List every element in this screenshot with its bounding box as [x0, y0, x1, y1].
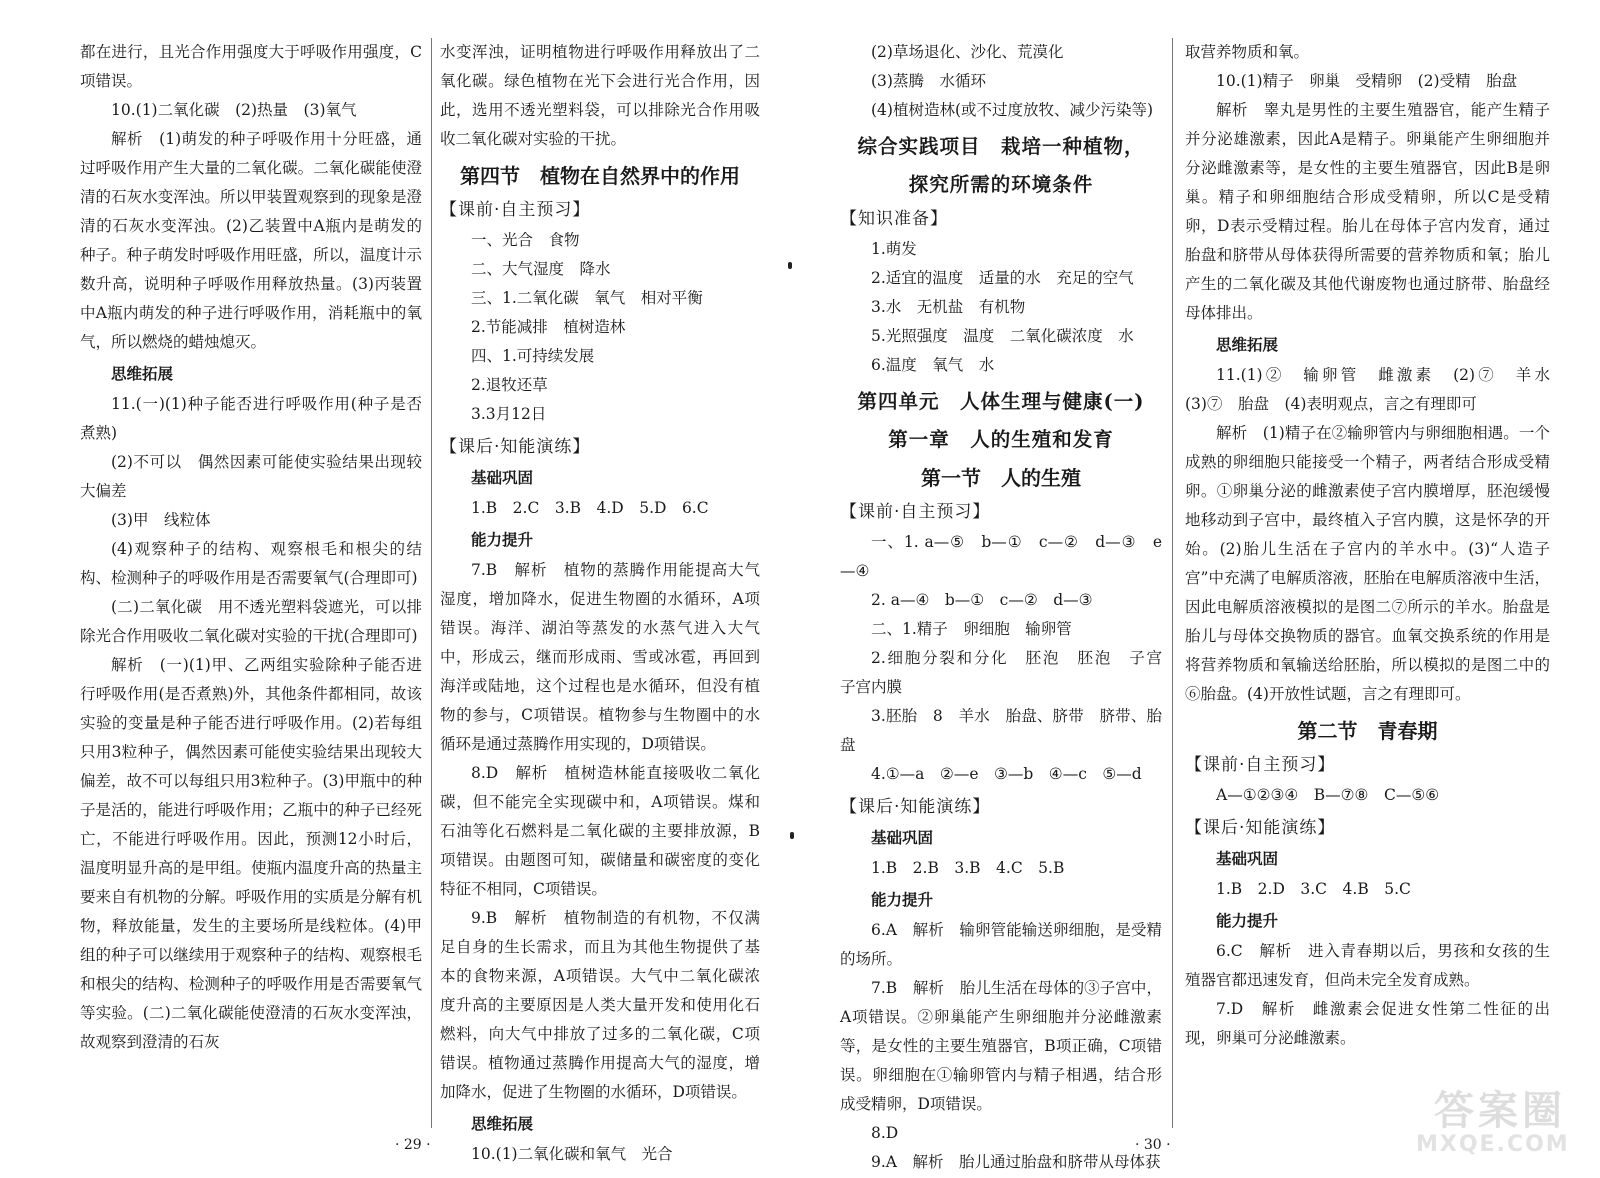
answer-line: 三、1.二氧化碳 氧气 相对平衡	[471, 289, 703, 307]
section-heading: 基础巩固	[471, 468, 534, 487]
answer-line: 3.水 无机盐 有机物	[871, 298, 1026, 316]
analysis-paragraph: 解析 (一)(1)甲、乙两组实验除种子能否进行呼吸作用(是否煮熟)外，其他条件都相同，故该实验的变量是种子能否进行呼吸作用。(2)若每组只用3粒种子，偶然因素可能使实验结果出现较大偏差，故不可以每组只用3粒种子。(3)甲瓶中的种子是活的，能进行呼吸作用；乙瓶中的种子已经死亡，不能进行呼吸作用。因此，预测12小时后，温度明显升高的是甲组。使瓶内温度升高的热量主要来自有机物的分解。呼吸作用的实质是分解有机物，释放能量，发生的主要场所是线粒体。(4)甲组的种子可以继续用于观察种子的结构、观察根毛和根尖的结构、检测种子的呼吸作用是否需要氧气等实验。(二)二氧化碳能使澄清的石灰水变浑浊，故观察到澄清的石灰	[80, 656, 422, 1051]
analysis-paragraph: 6.A 解析 输卵管能输送卵细胞，是受精的场所。	[840, 921, 1162, 968]
page-number-left: · 29 ·	[395, 1137, 431, 1153]
answer-line: (4)植树造林(或不过度放牧、减少污染等)	[871, 101, 1154, 119]
section-heading: 基础巩固	[1216, 849, 1279, 868]
answer-line: 10.(1)二氧化碳和氧气 光合	[471, 1145, 673, 1163]
answer-line: 1.B 2.C 3.B 4.D 5.D 6.C	[471, 499, 709, 517]
answer-line: 1.B 2.D 3.C 4.B 5.C	[1216, 880, 1411, 898]
bracket-heading: 【课前·自主预习】	[1185, 755, 1336, 775]
bracket-heading: 【知识准备】	[840, 209, 948, 229]
answer-line: (2)草场退化、沙化、荒漠化	[871, 43, 1064, 61]
section-heading: 思维拓展	[111, 364, 174, 383]
answer-line: (二)二氧化碳 用不透光塑料袋遮光，可以排除光合作用吸收二氧化碳对实验的干扰(合理即可)	[80, 598, 422, 645]
answer-line: (2)不可以 偶然因素可能使实验结果出现较大偏差	[80, 453, 422, 500]
analysis-paragraph: 6.C 解析 进入青春期以后，男孩和女孩的生殖器官都迅速发育，但尚未完全发育成熟。	[1185, 942, 1550, 989]
answer-line: 2.适宜的温度 适量的水 充足的空气	[871, 269, 1134, 287]
answer-line: 二、1.精子 卵细胞 输卵管	[871, 620, 1072, 638]
analysis-paragraph: 7.B 解析 胎儿生活在母体的③子宫中，A项错误。②卵巢能产生卵细胞并分泌雌激素等，是女性的主要生殖器官，B项正确，C项错误。卵细胞在①输卵管内与精子相遇，结合形成受精卵，D项错误。	[840, 979, 1162, 1113]
column-divider-right	[1172, 38, 1173, 1128]
section-heading: 能力提升	[871, 890, 934, 909]
answer-line: (3)蒸腾 水循环	[871, 72, 986, 90]
bracket-heading: 【课前·自主预习】	[840, 502, 991, 522]
answer-line: 3.胚胎 8 羊水 胎盘、脐带 脐带、胎盘	[840, 707, 1162, 754]
answer-line: (4)观察种子的结构、观察根毛和根尖的结构、检测种子的呼吸作用是否需要氧气(合理即可)	[80, 540, 422, 587]
answer-line: 10.(1)二氧化碳 (2)热量 (3)氧气	[111, 101, 357, 119]
column-divider-left	[431, 38, 432, 1128]
analysis-paragraph: 7.B 解析 植物的蒸腾作用能提高大气湿度，增加降水，促进生物圈的水循环，A项错误。海洋、湖泊等蒸发的水蒸气进入大气中，形成云，继而形成雨、雪或冰雹，再回到海洋或陆地，这个过程也是水循环，但没有植物的参与，C项错误。植物参与生物圈中的水循环是通过蒸腾作用实现的，D项错误。	[440, 561, 760, 753]
answer-line: 11.(1)② 输卵管 雌激素 (2)⑦ 羊水 (3)⑦ 胎盘 (4)表明观点，言之有理即可	[1185, 366, 1566, 413]
answer-line: 一、1. a—⑤ b—① c—② d—③ e—④	[840, 533, 1162, 580]
answer-line: 2.细胞分裂和分化 胚泡 胚泡 子宫 子宫内膜	[840, 649, 1178, 696]
bracket-heading: 【课前·自主预习】	[440, 200, 591, 220]
section-heading: 基础巩固	[871, 828, 934, 847]
section-heading: 思维拓展	[471, 1114, 534, 1133]
answer-line: 一、光合 食物	[471, 231, 580, 249]
answer-line: 2.退牧还草	[471, 376, 548, 394]
analysis-paragraph: 解析 (1)萌发的种子呼吸作用十分旺盛，通过呼吸作用产生大量的二氧化碳。二氧化碳能使澄清的石灰水变浑浊。所以甲装置观察到的现象是澄清的石灰水变浑浊。(2)乙装置中A瓶内是萌发的种子。种子萌发时呼吸作用旺盛，所以，温度计示数升高，说明种子呼吸作用释放热量。(3)丙装置中A瓶内萌发的种子进行呼吸作用，消耗瓶中的氧气，所以燃烧的蜡烛熄灭。	[80, 130, 422, 351]
answer-line: 10.(1)精子 卵巢 受精卵 (2)受精 胎盘	[1216, 72, 1518, 90]
analysis-paragraph: 9.A 解析 胎儿通过胎盘和脐带从母体获	[871, 1153, 1161, 1171]
page30-column2	[1185, 38, 1566, 1118]
text-paragraph: 都在进行，且光合作用强度大于呼吸作用强度，C项错误。	[80, 43, 422, 90]
analysis-paragraph: 7.D 解析 雌激素会促进女性第二性征的出现，卵巢可分泌雌激素。	[1185, 1000, 1550, 1047]
answer-line: 6.温度 氧气 水	[871, 356, 995, 374]
answer-line: 1.B 2.B 3.B 4.C 5.B	[871, 859, 1065, 877]
section-title: 第四节 植物在自然界中的作用	[460, 164, 740, 188]
answer-line: (3)甲 线粒体	[111, 511, 211, 529]
page29-column2	[440, 38, 760, 1163]
answer-line: 3.3月12日	[471, 405, 547, 423]
page29-column1	[80, 38, 422, 1118]
answer-line: 二、大气湿度 降水	[471, 260, 611, 278]
analysis-paragraph: 9.B 解析 植物制造的有机物，不仅满足自身的生长需求，而且为其他生物提供了基本的食物来源，A项错误。大气中二氧化碳浓度升高的主要原因是人类大量开发和使用化石燃料，向大气中排放了过多的二氧化碳，C项错误。植物通过蒸腾作用提高大气的湿度，增加降水，促进了生物圈的水循环，D项错误。	[440, 909, 760, 1101]
answer-line: 4.①—a ②—e ③—b ④—c ⑤—d	[871, 765, 1142, 783]
answer-line: 2.节能减排 植树造林	[471, 318, 626, 336]
answer-line: 5.光照强度 温度 二氧化碳浓度 水	[871, 327, 1134, 345]
bracket-heading: 【课后·知能演练】	[1185, 818, 1336, 838]
binding-dot	[790, 832, 794, 839]
section-title: 第二节 青春期	[1297, 719, 1438, 743]
section-title: 第一节 人的生殖	[921, 466, 1081, 490]
answer-line: 8.D	[871, 1124, 899, 1142]
watermark-url: MXQE.COM	[1416, 1132, 1570, 1157]
answer-line: 11.(一)(1)种子能否进行呼吸作用(种子是否煮熟)	[80, 395, 422, 442]
analysis-paragraph: 解析 (1)精子在②输卵管内与卵细胞相遇。一个成熟的卵细胞只能接受一个精子，两者结合形成受精卵。①卵巢分泌的雌激素使子宫内膜增厚，胚泡缓慢地移动到子宫中，最终植入子宫内膜，这是怀孕的开始。(2)胎儿生活在子宫内的羊水中。(3)“人造子宫”中充满了电解质溶液，胚胎在电解质溶液中生活，因此电解质溶液模拟的是图二⑦所示的羊水。胎盘是胎儿与母体交换物质的器官。血氧交换系统的作用是将营养物质和氧输送给胚胎，所以模拟的是图二中的⑥胎盘。(4)开放性试题，言之有理即可。	[1185, 424, 1550, 703]
page-number-right: · 30 ·	[1135, 1137, 1171, 1153]
answer-line: 四、1.可持续发展	[471, 347, 595, 365]
bracket-heading: 【课后·知能演练】	[440, 437, 591, 457]
text-paragraph: 水变浑浊，证明植物进行呼吸作用释放出了二氧化碳。绿色植物在光下会进行光合作用，因此，选用不透光塑料袋，可以排除光合作用吸收二氧化碳对实验的干扰。	[440, 43, 760, 148]
watermark-text: 答案圈	[1434, 1088, 1566, 1134]
section-heading: 能力提升	[1216, 911, 1279, 930]
binding-dot	[788, 262, 792, 269]
analysis-paragraph: 解析 睾丸是男性的主要生殖器官，能产生精子并分泌雄激素，因此A是精子。卵巢能产生卵细胞并分泌雌激素等，是女性的主要生殖器官，因此B是卵巢。精子和卵细胞结合形成受精卵，所以C是受精卵，D表示受精过程。胎儿在母体子宫内发育，通过胎盘和脐带从母体获得所需要的营养物质和氧；胎儿产生的二氧化碳及其他代谢废物也通过脐带、胎盘经母体排出。	[1185, 101, 1550, 322]
watermark-logo	[1416, 1088, 1570, 1160]
project-title: 探究所需的环境条件	[908, 173, 1094, 196]
project-title: 综合实践项目 栽培一种植物，	[857, 135, 1145, 158]
section-heading: 思维拓展	[1216, 335, 1279, 354]
analysis-paragraph: 8.D 解析 植树造林能直接吸收二氧化碳，但不能完全实现碳中和，A项错误。煤和石油等化石燃料是二氧化碳的主要排放源，B项错误。由题图可知，碳储量和碳密度的变化特征不相同，C项错误。	[440, 764, 760, 898]
chapter-title: 第一章 人的生殖和发育	[888, 428, 1114, 451]
text-paragraph: 取营养物质和氧。	[1185, 43, 1310, 61]
answer-line: 2. a—④ b—① c—② d—③	[871, 591, 1093, 609]
unit-title: 第四单元 人体生理与健康(一)	[857, 390, 1145, 413]
answer-line: 1.萌发	[871, 240, 917, 258]
answer-line: A—①②③④ B—⑦⑧ C—⑤⑥	[1216, 786, 1440, 804]
section-heading: 能力提升	[471, 530, 534, 549]
bracket-heading: 【课后·知能演练】	[840, 797, 991, 817]
